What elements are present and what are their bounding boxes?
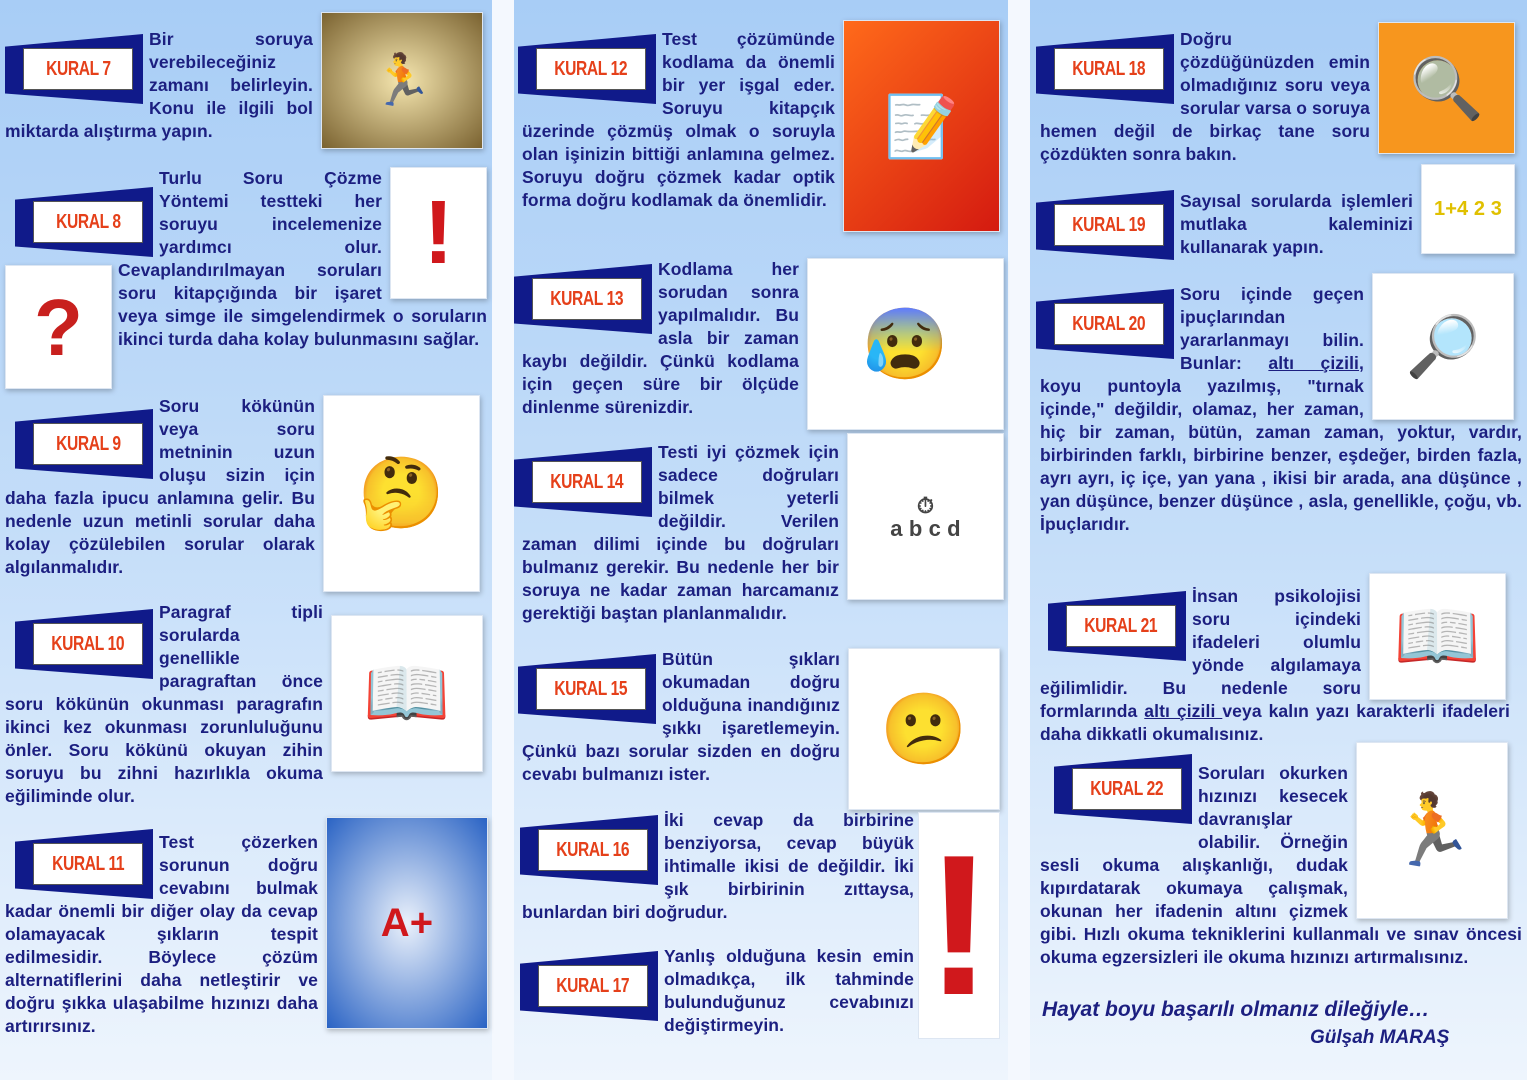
rule-badge (1054, 754, 1192, 824)
exclamation-man-image: ! (390, 167, 487, 299)
magnifier-figure-image: 🔎 (1372, 273, 1514, 420)
rule-label: KURAL 20 (1072, 312, 1146, 335)
rule-text: Testi iyi çözmek için sadece doğruları bilmek yeterli değildir. Verilen zaman dilimi içinde bu doğruları bulmanız gerekir. Bu nedenle her bir soruya ne kadar zaman harcamanız gerektiği baştan planlanmalıdır. (522, 442, 839, 623)
closing-message: Hayat boyu başarılı olmanız dileğiyle… (1042, 998, 1430, 1021)
rule-label: KURAL 21 (1084, 614, 1158, 637)
rule-10 (5, 601, 483, 808)
rule-label: KURAL 11 (51, 852, 125, 875)
author-name: Gülşah MARAŞ (1310, 1027, 1450, 1048)
reading-child-image: 📖 (331, 615, 483, 772)
rule-8 (5, 167, 487, 389)
rule-badge (514, 264, 652, 334)
underlined-text: altı çizili (1144, 701, 1223, 721)
rule-label: KURAL 8 (55, 210, 121, 233)
rule-text: veya kalın yazı karakterli ifadeleri daha dikkatli okumalısınız. (1040, 701, 1510, 744)
open-book-image: 📖 (1369, 573, 1506, 700)
rule-badge (1048, 591, 1186, 661)
rule-badge (1036, 289, 1174, 359)
rule-text: Bütün şıkları okumadan doğru olduğuna inandığınız şıkkı işaretlemeyin. Çünkü bazı sorular sizden en doğru cevabı bulmanızı ister. (522, 649, 840, 784)
rule-text: Yanlış olduğuna kesin emin olmadıkça, ilk tahminde bulunduğunuz cevabınızı değiştirmeyin. (664, 946, 914, 1035)
confused-face-image: 😕 (848, 648, 1000, 810)
rule-badge (514, 447, 652, 517)
rule-text: İki cevap da birbirine benziyorsa, cevap büyük ihtimalle ikisi de değildir. İki şık birbirinin zıttaysa, bunlardan biri doğrudur. (522, 810, 914, 922)
detective-image: 🔍 (1378, 22, 1515, 154)
rule-badge (520, 815, 658, 885)
rule-text: Test çözümünde kodlama da önemli bir yer işgal eder. Soruyu kitapçık üzerinde çözmüş olmak o soruyla olan işinizin bittiği anlamına gelmez. Soruyu doğru çözmek kadar optik forma doğru kodlamak da önemlidir. (522, 29, 835, 210)
rule-19 (1040, 190, 1515, 260)
rule-label: KURAL 18 (1072, 57, 1146, 80)
treadmill-reader-image: 🏃 (1356, 742, 1508, 919)
rule-text: Sayısal sorularda işlemleri mutlaka kaleminizi kullanarak yapın. (1180, 191, 1413, 257)
rule-20 (1040, 283, 1522, 536)
running-clock-man-image: 🏃 (321, 12, 483, 149)
grade-icon: A+ (380, 900, 434, 945)
rule-badge (1036, 34, 1174, 104)
graded-test-image (326, 817, 488, 1029)
rule-badge (15, 609, 153, 679)
rule-text: , koyu puntoyla yazılmış, "tırnak içinde," değildir, olamaz, her zaman, hiç bir zaman, bütün, zaman zaman, yoktur, vardır, birbirinden farklı, birbirine benzer, eşdeğer, birden fazla, ayrı ayrı, iç içe, yan yana , ikisi bir arada, ana düşünce , yan düşünce, benzer düşünce , asla, genellikle, çoğu, vb. İpuçlarıdır. (1040, 353, 1522, 534)
question-mark-icon: ? (34, 282, 83, 372)
rule-badge (520, 951, 658, 1021)
rule-label: KURAL 16 (556, 838, 630, 861)
rule-text: Soruları okurken hızınızı kesecek davranışlar olabilir. Örneğin sesli okuma alışkanlığı, dudak kıpırdatarak okumaya çalışmak, okunan her ifadenin altını çizmek gibi. Hızlı okuma tekniklerini kullanmalı ve sınav öncesi okuma egzersizleri ile okuma hızınızı artırmalısınız. (1040, 763, 1522, 967)
answer-sheet-image: 📝 (843, 20, 1000, 232)
rule-9 (5, 395, 480, 592)
stopwatch-options-image: ⏱ a b c d (847, 433, 1004, 600)
rule-label: KURAL 15 (554, 677, 628, 700)
rule-text: Soru kökünün veya soru metninin uzun oluşu sizin için daha fazla ipucu anlamına gelir. Bu nedenle uzun metinli sorular daha kolay çözülebilen sorular olarak algılanmalıdır. (5, 396, 315, 577)
rule-7 (5, 28, 483, 149)
rule-label: KURAL 10 (51, 632, 125, 655)
rule-badge (518, 654, 656, 724)
rule-13 (522, 258, 1004, 430)
exclamation-icon: ! (925, 813, 993, 1037)
rule-text: Turlu Soru Çözme Yöntemi testteki her soruyu incelemenize yardımcı olur. Cevaplandırılmayan soruları soru kitapçığında bir işaret veya simge ile simgelendirmek o soruların ikinci turda daha kolay bulunmasını sağlar. (118, 168, 487, 349)
rule-text: Test çözerken sorunun doğru cevabını bulmak kadar önemli bir diğer olay da cevap olamayacak şıkların tespit edilmesidir. Böylece çözüm alternatiflerini daha netleştirir ve doğru şıkka ulaşabilme hızınızı daha artırırsınız. (5, 832, 318, 1036)
options-icon: a b c d (890, 515, 961, 541)
rule-badge (1036, 190, 1174, 260)
rule-badge (15, 409, 153, 479)
rule-badge (15, 187, 153, 257)
rule-label: KURAL 13 (550, 287, 624, 310)
rule-text: Paragraf tipli sorularda genellikle paragraftan önce soru kökünün okunması paragrafın ikinci kez okunması zorunluluğunu önler. Soru kökünü okuyan zihin soruyu bu zihni hazırlıkla okuma eğiliminde olur. (5, 602, 323, 806)
rule-label: KURAL 7 (45, 57, 111, 80)
rule-11 (5, 831, 488, 1038)
rule-label: KURAL 19 (1072, 213, 1146, 236)
rule-badge (518, 34, 656, 104)
underlined-text: altı çizili (1268, 353, 1360, 373)
rule-text: Kodlama her sorudan sonra yapılmalıdır. Bu asla bir zaman kaybı değildir. Çünkü kodlama için geçen süre bir ölçüde dinlenme sürenizdir. (522, 259, 799, 417)
rule-12 (522, 28, 1000, 232)
rule-17 (522, 945, 914, 1037)
rule-text: Bir soruya verebileceğiniz zamanı belirleyin. Konu ile ilgili bol miktarda alıştırma yapın. (5, 29, 313, 141)
rule-label: KURAL 17 (556, 974, 630, 997)
rule-22 (1040, 762, 1522, 969)
rule-text: Doğru çözdüğünüzden emin olmadığınız soru veya sorular varsa o soruya hemen değil de birkaç tane soru çözdükten sonra bakın. (1040, 29, 1370, 164)
rule-21 (1040, 585, 1510, 746)
question-man-image (5, 265, 112, 389)
rule-label: KURAL 9 (55, 432, 121, 455)
rule-badge (5, 34, 143, 104)
rule-text: İnsan psikolojisi soru içindeki ifadeleri olumlu yönde algılamaya eğilimlidir. Bu nedenle soru formlarında (1040, 586, 1361, 721)
exclamation-image (918, 812, 1000, 1039)
numbers-icon: 1+4 2 3 (1434, 197, 1502, 220)
numbers-image (1421, 164, 1515, 254)
rule-label: KURAL 22 (1090, 777, 1164, 800)
rule-badge (15, 829, 153, 899)
stressed-student-image: 😰 (807, 258, 1004, 430)
rule-label: KURAL 12 (554, 57, 628, 80)
rule-18 (1040, 28, 1515, 166)
rule-label: KURAL 14 (550, 470, 624, 493)
rule-16 (522, 809, 914, 924)
rule-text: Soru içinde geçen ipuçlarından yararlanmayı bilin. Bunlar: (1180, 284, 1364, 373)
rule-14 (522, 441, 1004, 625)
rule-15 (522, 648, 1000, 810)
thinking-student-image: 🤔 (323, 395, 480, 592)
